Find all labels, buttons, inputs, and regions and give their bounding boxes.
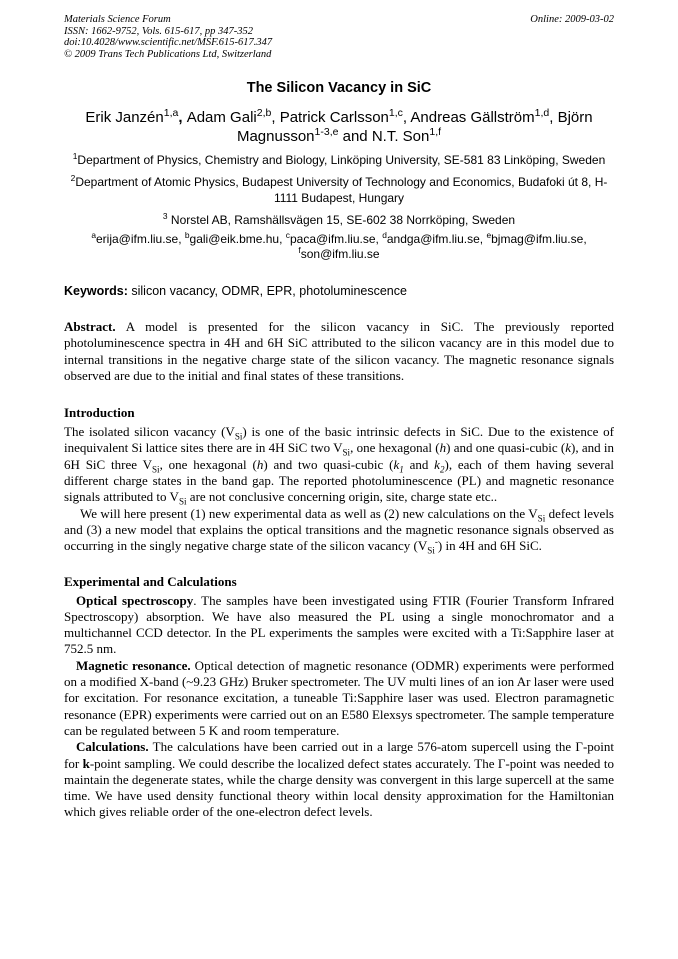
keywords-text: silicon vacancy, ODMR, EPR, photoluminescence — [127, 284, 407, 298]
keywords — [64, 284, 614, 298]
author: Adam Gali$^{2,b}$, — [186, 107, 280, 126]
author: Björn Magnusson$^{1-3,e}$ and — [236, 109, 593, 145]
intro-paragraph-1: The isolated silicon vacancy $(V_{Si})$ is one of the basic intrinsic defects in SiC. Due to the existence of inequivalent Si lattice sites there are in 4H SiC two $V_{Si}$, one hexagonal (h) and one quasi-cubic (k), and in 6H SiC three $V_{Si}$, one hexagonal (h) and two quasi-cubic ($k_1$ and $k_2$), each of them having several different charge states in the band gap. The reported photoluminescence (PL) and magnetic resonance signals attributed to $V_{Si}$ are not conclusive concerning origin, site, charge state etc.. — [64, 424, 615, 507]
email-link[interactable]: son@ifm.liu.se — [300, 247, 380, 261]
email-link[interactable]: gali@eik.bme.hu — [189, 232, 280, 246]
section-heading-introduction: Introduction — [64, 405, 135, 421]
keywords-label: Keywords: — [64, 284, 128, 298]
author-list — [64, 108, 614, 146]
affiliation: $^3$ Norstel AB, Ramshällsvägen 15, SE-602 38 Norrköping, Sweden — [162, 211, 516, 227]
abstract-text: A model is presented for the silicon vacancy in SiC. The previously reported photoluminescence spectra in 4H and 6H SiC attributed to the silicon vacancy are in this model due to internal transitions in the negative charge state of the silicon vacancy. The magnetic resonance signals observed are due to the initial and final states of these transitions. — [64, 319, 614, 383]
online-date: Online: 2009-03-02 — [530, 14, 614, 25]
author: Andreas Gällström$^{1,d}$, — [410, 107, 558, 126]
intro-paragraph-2: We will here present (1) new experimental data as well as (2) new calculations on the $V_{Si}$ defect levels and (3) a new model that explains the optical transitions and the magnetic resonance signals observed as occurring in the singly negative charge state of the silicon vacancy $(V_{Si}^-)$ in 4H and 6H SiC. — [64, 505, 614, 556]
optical-spectroscopy-paragraph: Optical spectroscopy. The samples have been investigated using FTIR (Fourier Transform Infrared Spectroscopy) absorption. We have also measured the PL using a single monochromator and a multichannel CCD detector. In the PL experiments the samples were excited with a Ti:Sapphire laser at 752.5 nm. — [64, 592, 614, 657]
journal-doi: doi:10.4028/www.scientific.net/MSF.615-617.347 — [64, 37, 273, 48]
affiliation: $^1$Department of Physics, Chemistry and Biology, Linköping University, SE-581 83 Linköping, Sweden — [72, 151, 606, 167]
email-link[interactable]: erija@ifm.liu.se — [96, 232, 179, 246]
journal-copyright: © 2009 Trans Tech Publications Ltd, Switzerland — [64, 48, 272, 60]
journal-issn: ISSN: 1662-9752, Vols. 615-617, pp 347-352 — [64, 25, 253, 37]
calculations-paragraph: Calculations. The calculations have been carried out in a large 576-atom supercell using the Γ-point for k-point sampling. We could describe the localized defect states accurately. The Γ-point was needed to maintain the degenerate states, while the charge density was convergent in this large supercell at the same time. We have used density functional theory within local density approximation for the Hamiltonian which gives reliable order of the one-electron defect levels. — [64, 739, 614, 820]
journal-header — [64, 14, 614, 60]
email-link[interactable]: andga@ifm.liu.se — [386, 232, 480, 246]
author: Erik Janzén$^{1,a}$, — [85, 107, 187, 126]
email-link[interactable]: bjmag@ifm.liu.se — [491, 232, 584, 246]
abstract-label: Abstract. — [64, 319, 116, 334]
abstract — [64, 319, 614, 384]
email-list: $^a$erija@ifm.liu.se, $^b$gali@eik.bme.hu, $^c$paca@ifm.liu.se, $^d$andga@ifm.liu.se, $^e$bjmag@ifm.liu.se, $^f$son@ifm.liu.se — [91, 230, 587, 261]
affiliation: $^2$Department of Atomic Physics, Budapest University of Technology and Economics, Budafoki út 8, H-1111 Budapest, Hungary — [70, 173, 608, 205]
author: N.T. Son$^{1,f}$ — [371, 126, 442, 145]
journal-name: Materials Science Forum — [64, 14, 171, 25]
author: Patrick Carlsson$^{1,c}$, — [279, 107, 411, 126]
magnetic-resonance-paragraph: Magnetic resonance. Optical detection of magnetic resonance (ODMR) experiments were performed on a modified X-band (~9.23 GHz) Bruker spectrometer. The UV multi lines of an ion Ar laser were used for excitation. For resonance excitation, a tuneable Ti:Sapphire laser was used. Electron paramagnetic resonance (EPR) experiments were carried out on an E580 Elexsys spectrometer. The sample temperature can be regulated between 5 K and room temperature. — [64, 657, 614, 738]
section-heading-experimental: Experimental and Calculations — [64, 573, 237, 589]
paper-title: The Silicon Vacancy in SiC — [246, 80, 432, 96]
email-link[interactable]: paca@ifm.liu.se — [289, 232, 376, 246]
